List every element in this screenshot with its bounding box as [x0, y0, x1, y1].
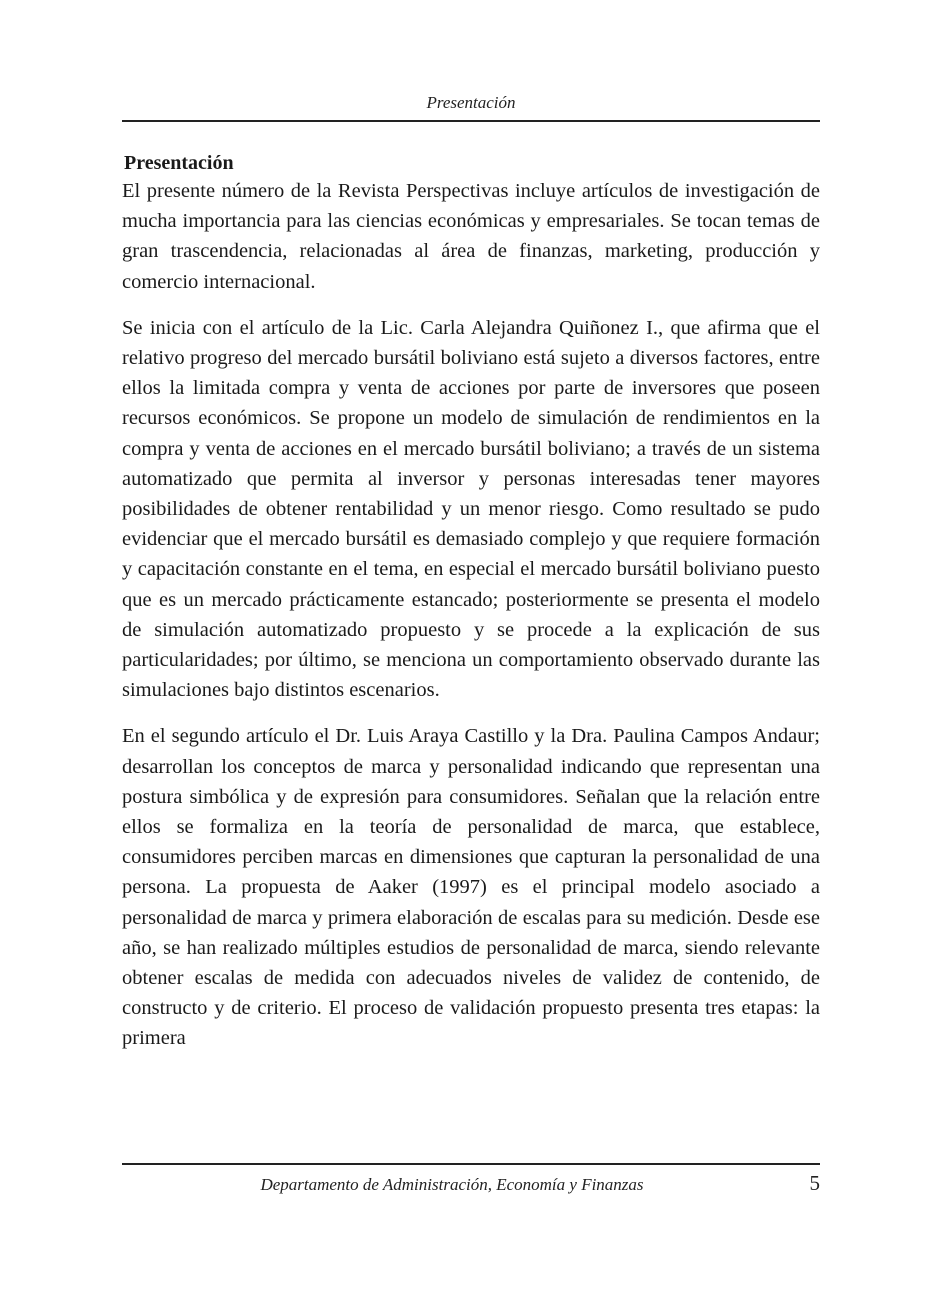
page-number: 5	[809, 1171, 820, 1195]
section-title: Presentación	[124, 152, 234, 174]
paragraph-intro: El presente número de la Revista Perspectivas incluye artículos de investigación de mucha importancia para las ciencias económicas y empresariales. Se tocan temas de gran trascendencia, relacionadas al área de finanzas, marketing, producción y comercio internacional.	[122, 180, 820, 293]
paragraph-second-article: En el segundo artículo el Dr. Luis Araya Castillo y la Dra. Paulina Campos Andaur; desarrollan los conceptos de marca y personalidad indicando que representan una postura simbólica y de expresión para consumidores. Señalan que la relación entre ellos se formaliza en la teoría de personalidad de marca, que establece, consumidores perciben marcas en dimensiones que capturan la personalidad de una persona. La propuesta de Aaker (1997) es el principal modelo asociado a personalidad de marca y primera elaboración de escalas para su medición. Desde ese año, se han realizado múltiples estudios de personalidad de marca, siendo relevante obtener escalas de medida con adecuados niveles de validez de contenido, de constructo y de criterio. El proceso de validación propuesto presenta tres etapas: la primera	[122, 725, 820, 1050]
header-rule	[122, 120, 820, 122]
footer-department: Departamento de Administración, Economía y Finanzas	[260, 1175, 644, 1194]
footer-rule	[122, 1163, 820, 1165]
running-header: Presentación	[426, 93, 516, 112]
paragraph-first-article: Se inicia con el artículo de la Lic. Carla Alejandra Quiñonez I., que afirma que el relativo progreso del mercado bursátil boliviano está sujeto a diversos factores, entre ellos la limitada compra y venta de acciones por parte de inversores que poseen recursos económicos. Se propone un modelo de simulación de rendimientos en la compra y venta de acciones en el mercado bursátil boliviano; a través de un sistema automatizado que permita al inversor y personas interesadas tener mayores posibilidades de obtener rentabilidad y un menor riesgo. Como resultado se pudo evidenciar que el mercado bursátil es demasiado complejo y que requiere formación y capacitación constante en el tema, en especial el mercado bursátil boliviano puesto que es un mercado prácticamente estancado; posteriormente se presenta el modelo de simulación automatizado propuesto y se procede a la explicación de sus particularidades; por último, se menciona un comportamiento observado durante las simulaciones bajo distintos escenarios.	[122, 316, 820, 702]
main-content	[122, 150, 820, 1070]
